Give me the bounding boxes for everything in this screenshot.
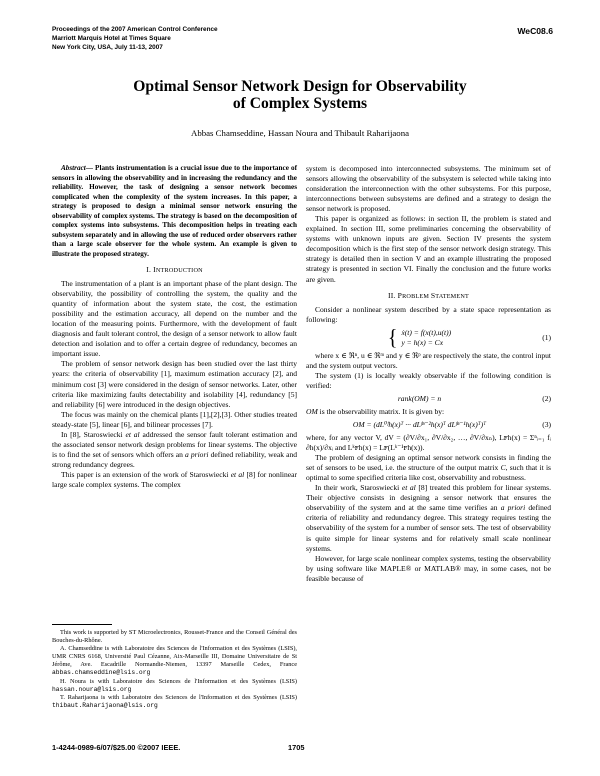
- right-paragraph-10: However, for large scale nonlinear complex systems, testing the observability by using software like MAPLE® or MATLAB® may, in some cases, not be feasible because of: [306, 553, 551, 583]
- text: H. Noura is with Laboratoire des Sciences de l'Information et des Systèmes (LSIS): [60, 677, 297, 685]
- equation-2-number: (2): [542, 393, 551, 403]
- paper-title: [40, 78, 560, 113]
- right-paragraph-6: [306, 407, 551, 417]
- text: C: [500, 463, 506, 473]
- text: T. Raharijaona is with Laboratoire des Sciences de l'Information et des Systèmes (LSIS): [60, 693, 297, 701]
- abstract-text: — Plants instrumentation is a crucial issue due to the importance of sensors in allowing the observability and in increasing the redundancy and the reliability. However, the task of designing a sensor network becomes complicated when the complexity of the system increases. In this paper, a strategy is proposed to design a minimal sensor network ensuring the observability of complex systems. The strategy is based on the decomposition of complex systems into subsystems. This decomposition helps in treating each subsystem separately and in allowing the use of reduced order observers rather than a large scale observer for the whole system. An example is given to illustrate the proposed strategy.: [52, 164, 297, 258]
- title-line-2: of Complex Systems: [232, 95, 368, 113]
- equation-1-lines: [401, 328, 451, 348]
- right-paragraph-9: [306, 483, 551, 553]
- title-line-1: Optimal Sensor Network Design for Observability: [133, 78, 467, 95]
- intro-paragraph-2: The problem of sensor network design has been studied over the last thirty years: the criteria of observability [1], maximum estimation accuracy [2], and minimum cost [3] were considered in the design of sensor networks. Later, other criteria like maximizing faults detectability and isolability [4], redundancy [5] and reliability [6] were introduced in the design objectives.: [52, 359, 297, 409]
- footnote-funding: This work is supported by ST Microelectronics, Rousset-France and the Conseil Général des Bouches-du-Rhône.: [52, 629, 297, 645]
- text: [8] for nonlinear large scale complex systems. The complex: [52, 469, 297, 489]
- text: a priori: [185, 449, 209, 459]
- text: OM: [306, 406, 318, 416]
- text: is the observability matrix. It is given by:: [319, 406, 445, 416]
- intro-paragraph-4: [52, 430, 297, 470]
- email-link-1[interactable]: abbas.chamseddine@lsis.org: [52, 669, 151, 677]
- equation-3-number: (3): [542, 419, 551, 429]
- section-numeral: II.: [387, 290, 396, 300]
- right-paragraph-5: The system (1) is locally weakly observable if the following condition is verified:: [306, 370, 551, 390]
- section-title-rest: NTRODUCTION: [155, 267, 203, 274]
- text: [8] treated this problem for linear systems. Their objective consists in designing a sensor network that ensures the observability of the system and at the same time verifies an: [306, 483, 551, 513]
- text: defined reliability, weak and strong redundancy degrees.: [52, 449, 298, 469]
- equation-2-body: rank(OM) = n: [397, 393, 442, 403]
- text: In [8], Staroswiecki: [61, 429, 123, 439]
- equation-1: [306, 325, 551, 350]
- page-number: 1705: [288, 743, 305, 752]
- text: addressed the sensor fault tolerant estimation and the associated sensor network design problems for linear systems. The objective is to find the set of sensors which offers an: [52, 429, 297, 459]
- right-paragraph-1: system is decomposed into interconnected subsystems. The minimum set of sensors allowing the observability of the subsystem is selected while taking into consideration the interconnection with the other subsystems. For this purpose, interconnections between subsystems are defined and a strategy to design the sensor network is proposed.: [306, 164, 551, 214]
- brace-glyph: {: [387, 325, 398, 350]
- equation-3: [306, 420, 551, 430]
- footnote-rule: [52, 624, 112, 625]
- text: P: [397, 290, 403, 300]
- intro-paragraph-1: The instrumentation of a plant is an important phase of the plant design. The observability, the possibility of controlling the system, the quality and the quantity of information about the system state, the cost, the estimation possibility and the estimation accuracy, all depend on the number and the location of the measuring points. Furthermore, with the development of fault diagnosis and fault tolerant control, the design of a sensor network to allow fault detection and isolation and to offer a certain degree of redundancy, becomes an important issue.: [52, 279, 297, 359]
- authors: Abbas Chamseddine, Hassan Noura and Thibault Raharijaona: [191, 128, 409, 138]
- text: In their work, Staroswiecki: [315, 483, 400, 493]
- text: ROBLEM: [402, 292, 431, 300]
- section-numeral: I.: [146, 265, 152, 274]
- conference-header: [52, 26, 218, 52]
- text: The problem of designing an optimal sensor network consists in finding the set of sensors to be used, i.e. the structure of the output matrix: [306, 453, 551, 473]
- email-link-2[interactable]: hassan.noura@lsis.org: [52, 685, 132, 693]
- equation-1-body: [306, 325, 533, 350]
- right-column: [306, 164, 551, 584]
- section-title-first: I: [153, 265, 156, 274]
- conference-line-3: New York City, USA, July 11-13, 2007: [52, 43, 163, 51]
- equation-2: [306, 394, 551, 404]
- text: defined criteria of reliability and redundancy degree. This strategy requires testing the observability of the system for a number of sensor sets. The test of observability is quite simple for linear systems and for relatively small scale nonlinear systems.: [306, 503, 552, 553]
- text: a priori: [500, 503, 526, 513]
- email-link-3[interactable]: thibaut.Raharijaona@lsis.org: [52, 701, 158, 709]
- equation-1-line-1: ẋ(t) = f(x(t),u(t)): [401, 327, 452, 337]
- right-paragraph-8: [306, 453, 551, 483]
- footnote-author-3: [52, 694, 297, 710]
- isbn-footer: 1-4244-0989-6/07/$25.00 ©2007 IEEE.: [52, 743, 181, 752]
- left-column: [52, 164, 297, 490]
- text: S: [430, 290, 436, 300]
- text: , such that it is optimal to some specified criteria like cost, observability and robustness.: [306, 463, 551, 483]
- section-heading-introduction: [52, 265, 297, 276]
- equation-1-line-2: y = h(x) = Cx: [401, 337, 444, 347]
- equation-1-number: (1): [542, 332, 551, 342]
- conference-line-2: Marriott Marquis Hotel at Times Square: [52, 34, 171, 42]
- right-paragraph-2: This paper is organized as follows: in section II, the problem is stated and explained. In section III, some preliminaries concerning the observability of systems with unknown inputs are given. Section IV presents the system decomposition which is the first step of the sensor network design strategy. This strategy is detailed then in section V and an example illustrating the proposed strategy is presented in section VI. Finally the conclusion and the future works are given.: [306, 214, 551, 284]
- session-id: WeC08.6: [517, 26, 553, 36]
- text: A. Chamseddine is with Laboratoire des Sciences de l'Information et des Systèmes (LSIS), UMR CNRS 6168, Université Paul Cézanne, Aix-Marseille III, Domaine Universitaire de St Jérôme, Ave. Escadrille Normandie-Niemen, 13397 Marseille Cedex, France: [52, 645, 297, 669]
- equation-3-body: OM = (dL⁰ᶠh(x)ᵀ ··· dLᶠⁿ⁻²h(x)ᵀ dLᶠⁿ⁻¹h(x)ᵀ)ᵀ: [352, 419, 487, 429]
- abstract: [52, 164, 297, 259]
- text: This paper is an extension of the work of Staroswiecki: [61, 469, 229, 479]
- right-paragraph-3: Consider a nonlinear system described by a state space representation as following:: [306, 304, 551, 324]
- intro-paragraph-5: [52, 470, 297, 490]
- section-heading-problem-statement: [306, 291, 551, 302]
- text: et al: [230, 469, 245, 479]
- intro-paragraph-3: The focus was mainly on the chemical plants [1],[2],[3]. Other studies treated steady-state [5], linear [6], and bilinear processes [7].: [52, 409, 297, 429]
- footnote-author-1: [52, 645, 297, 677]
- text: TATEMENT: [435, 292, 470, 300]
- right-paragraph-4: where x ∈ ℜⁿ, u ∈ ℜᵐ and y ∈ ℜᵖ are respectively the state, the control input and the system output vectors.: [306, 350, 551, 370]
- footnote-author-2: [52, 678, 297, 694]
- conference-line-1: Proceedings of the 2007 American Control Conference: [52, 26, 218, 33]
- abstract-label: Abstract: [61, 164, 86, 172]
- right-paragraph-7: where, for any vector V, dV = (∂V/∂x₁, ∂V/∂x₂, …, ∂V/∂xₙ), Lꜰh(x) = Σⁿᵢ₌₁ fᵢ ∂h(x)/∂xᵢ and Lᵏꜰh(x) = Lꜰ(Lᵏ⁻¹ꜰh(x)).: [306, 433, 551, 453]
- footnotes: [52, 624, 297, 710]
- text: et al: [401, 483, 416, 493]
- text: et al: [125, 429, 140, 439]
